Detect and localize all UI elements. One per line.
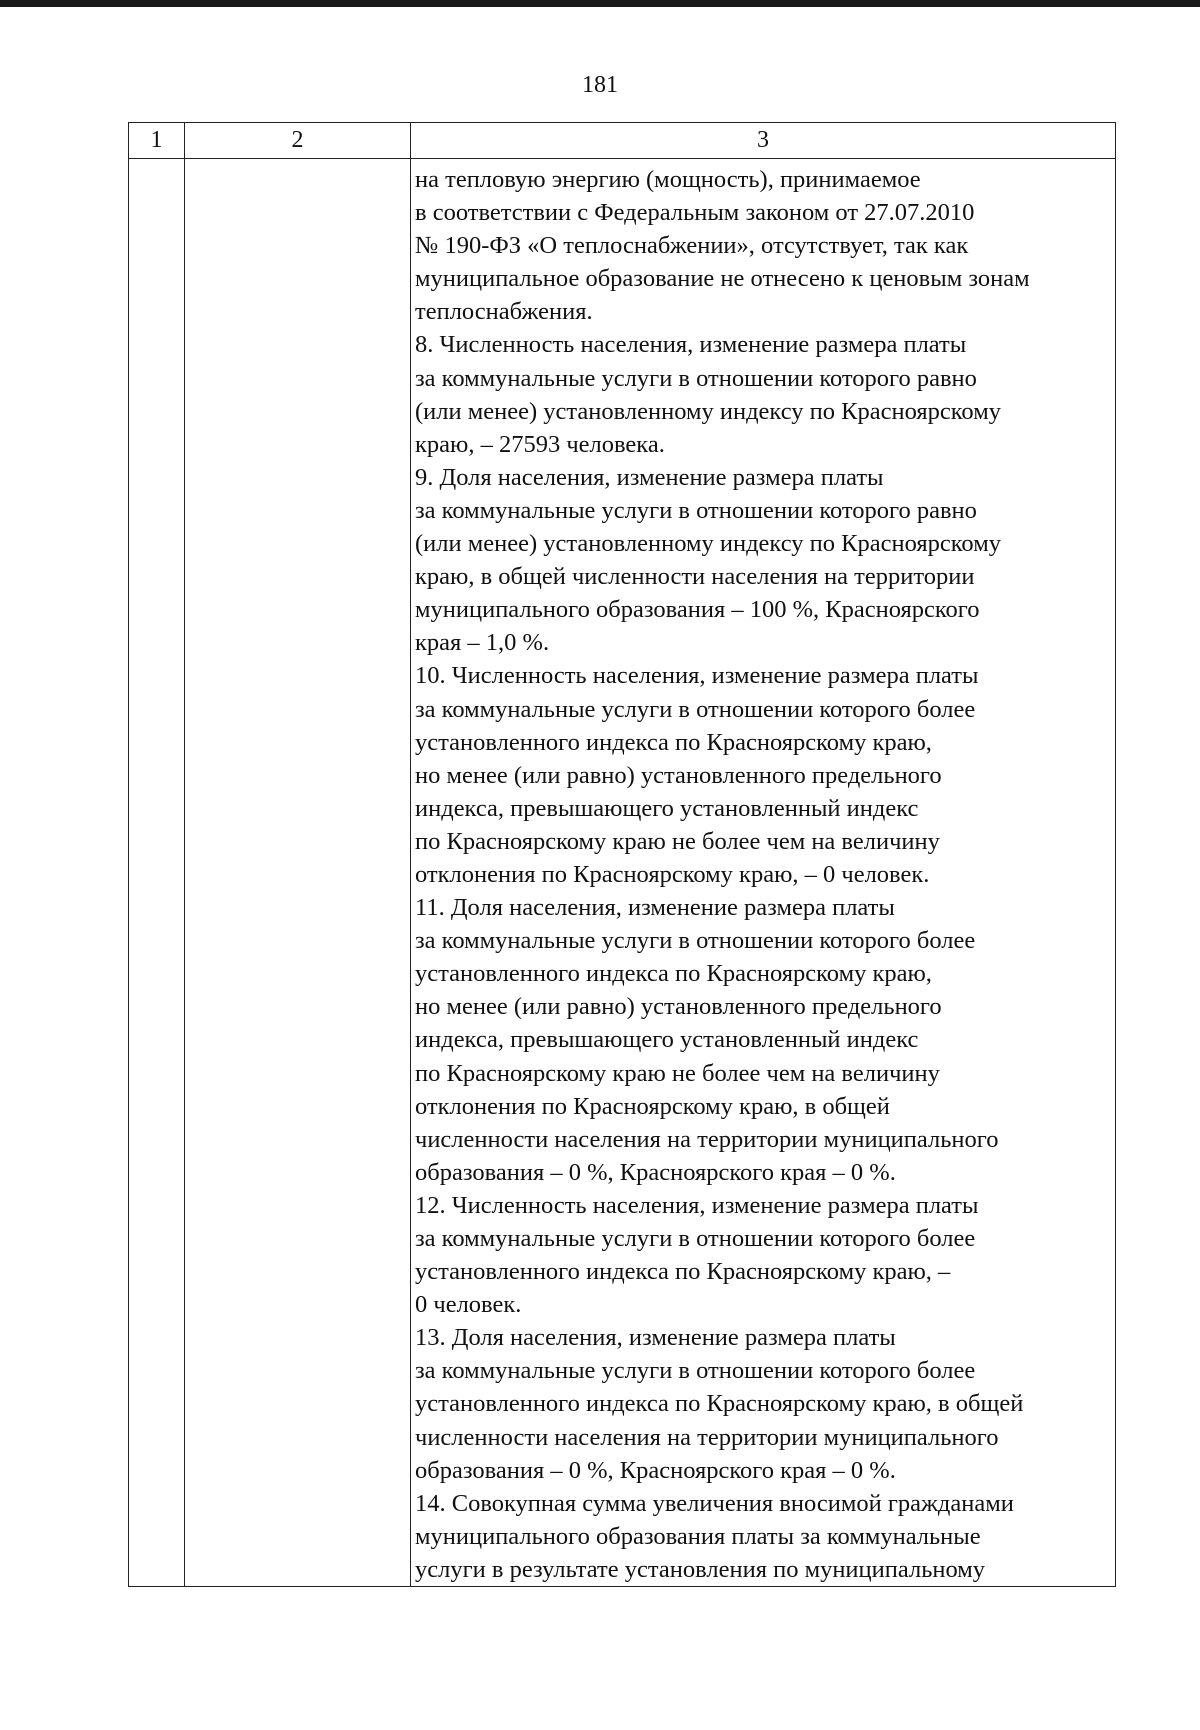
text-line: отклонения по Красноярскому краю, – 0 человек. [415, 860, 930, 888]
text-line: за коммунальные услуги в отношении которого более [415, 1225, 976, 1252]
scan-top-edge [0, 0, 1200, 7]
text-line: 14. Совокупная сумма увеличения вносимой гражданами [415, 1489, 1014, 1517]
text-line: за коммунальные услуги в отношении которого более [415, 695, 976, 723]
text-line: муниципальное образование не отнесено к ценовым зонам [415, 265, 1030, 293]
text-line: краю, – 27593 человека. [415, 430, 665, 458]
text-line: установленного индекса по Красноярскому краю, [415, 728, 932, 756]
text-line: установленного индекса по Красноярскому краю, [415, 960, 932, 988]
text-line: теплоснабжения. [415, 298, 593, 326]
text-line: 13. Доля населения, изменение размера платы [415, 1324, 896, 1352]
header-column-1: 1 [129, 123, 185, 159]
cell-column-1 [129, 159, 185, 1587]
text-line: но менее (или равно) установленного предельного [415, 993, 942, 1021]
text-line: на тепловую энергию (мощность), принимаемое [415, 166, 921, 193]
text-line: (или менее) установленному индексу по Красноярскому [415, 530, 1001, 558]
text-line: услуги в результате установления по муниципальному [415, 1555, 986, 1583]
text-line: (или менее) установленному индексу по Красноярскому [415, 397, 1001, 425]
text-line: численности населения на территории муниципального [415, 1423, 999, 1451]
text-line: за коммунальные услуги в отношении которого более [415, 1357, 976, 1385]
text-line: по Красноярскому краю не более чем на величину [415, 1059, 940, 1087]
text-line: края – 1,0 %. [415, 629, 550, 657]
text-line: 8. Численность населения, изменение размера платы [415, 331, 967, 359]
text-line: за коммунальные услуги в отношении которого равно [415, 364, 977, 392]
header-column-2: 2 [185, 123, 411, 159]
text-line: краю, в общей численности населения на территории [415, 563, 975, 591]
text-line: 0 человек. [415, 1291, 522, 1319]
text-line: установленного индекса по Красноярскому краю, – [415, 1258, 951, 1286]
text-line: муниципального образования платы за коммунальные [415, 1522, 981, 1550]
text-line: образования – 0 %, Красноярского края – 0 %. [415, 1158, 896, 1186]
text-line: установленного индекса по Красноярскому краю, в общей [415, 1390, 1024, 1418]
text-line: отклонения по Красноярскому краю, в общей [415, 1092, 890, 1120]
page-number: 181 [582, 72, 618, 98]
text-line: в соответствии с Федеральным законом от 27.07.2010 [415, 199, 975, 227]
text-line: 9. Доля населения, изменение размера платы [415, 463, 884, 491]
text-line: численности населения на территории муниципального [415, 1125, 999, 1153]
text-line: образования – 0 %, Красноярского края – 0 %. [415, 1456, 896, 1484]
table-header-row [129, 123, 1116, 159]
cell-column-2 [185, 159, 411, 1587]
text-line: 10. Численность населения, изменение размера платы [415, 662, 979, 690]
header-column-3: 3 [411, 123, 1116, 159]
text-line: муниципального образования – 100 %, Красноярского [415, 596, 980, 624]
text-line: индекса, превышающего установленный индекс [415, 1026, 919, 1054]
cell-column-3-text [411, 159, 1116, 1587]
text-line: но менее (или равно) установленного предельного [415, 761, 942, 789]
text-line: 12. Численность населения, изменение размера платы [415, 1191, 979, 1219]
column-3-text-block [415, 163, 1115, 1586]
text-line: индекса, превышающего установленный индекс [415, 794, 919, 822]
text-line: за коммунальные услуги в отношении которого более [415, 927, 976, 955]
text-line: 11. Доля населения, изменение размера платы [415, 894, 895, 922]
text-line: за коммунальные услуги в отношении которого равно [415, 496, 977, 524]
text-line: № 190-ФЗ «О теплоснабжении», отсутствует, так как [415, 232, 969, 260]
table-row [129, 159, 1116, 1587]
text-line: по Красноярскому краю не более чем на величину [415, 827, 940, 855]
document-table [128, 122, 1116, 1587]
